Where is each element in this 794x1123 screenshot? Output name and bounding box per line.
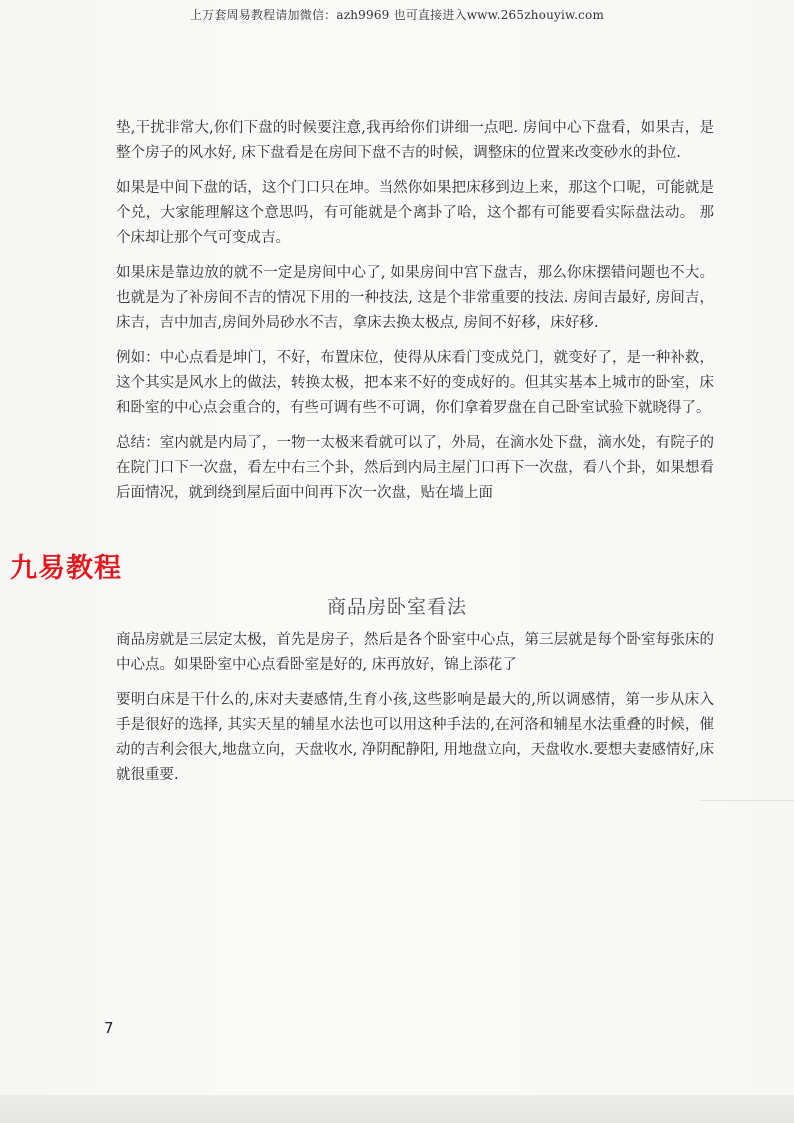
- paragraph-4: 例如：中心点看是坤门，不好，布置床位，使得从床看门变成兑门，就变好了，是一种补救，这个其实是风水上的做法，转换太极，把本来不好的变成好的。但其实基本上城市的卧室，床和卧室的中心点会重合的，有些可调有些不可调，你们拿着罗盘在自己卧室试验下就晓得了。: [116, 350, 714, 416]
- section-title: 商品房卧室看法: [326, 596, 467, 618]
- faint-divider: [700, 800, 794, 801]
- paragraph-2: 如果是中间下盘的话，这个门口只在坤。当然你如果把床移到边上来，那这个口呢，可能就是个兑，大家能理解这个意思吗，有可能就是个离卦了哈，这个都有可能要看实际盘法动。 那个床却让那个气可变成吉。: [116, 180, 714, 246]
- paragraph-7: 要明白床是干什么的,床对夫妻感情,生育小孩,这些影响是最大的,所以调感情，第一步从床入手是很好的选择, 其实天星的辅星水法也可以用这种手法的,在河洛和辅星水法重叠的时候，催动的吉利会很大,地盘立向，天盘收水, 净阴配静阳, 用地盘立向，天盘收水.要想夫妻感情好,床就很重要.: [116, 692, 714, 783]
- section-body-2: [116, 628, 714, 798]
- paragraph-1: 垫,干扰非常大,你们下盘的时候要注意,我再给你们讲细一点吧. 房间中心下盘看，如果吉，是整个房子的风水好, 床下盘看是在房间下盘不吉的时候，调整床的位置来改变砂水的卦位.: [116, 120, 714, 161]
- page-number: 7: [104, 1019, 114, 1037]
- header-watermark: 上万套周易教程请加微信：azh9969 也可直接进入www.265zhouyiw.com: [189, 8, 605, 22]
- paragraph-3: 如果床是靠边放的就不一定是房间中心了, 如果房间中宫下盘吉，那么你床摆错问题也不大。也就是为了补房间不吉的情况下用的一种技法, 这是个非常重要的技法. 房间吉最好, 房间吉，床吉，吉中加吉,房间外局砂水不吉，拿床去换太极点, 房间不好移，床好移.: [116, 265, 714, 331]
- paragraph-6: 商品房就是三层定太极，首先是房子，然后是各个卧室中心点，第三层就是每个卧室每张床的中心点。如果卧室中心点看卧室是好的, 床再放好，锦上添花了: [116, 632, 714, 673]
- paragraph-5: 总结：室内就是内局了，一物一太极来看就可以了，外局，在滴水处下盘，滴水处，有院子的在院门口下一次盘，看左中右三个卦，然后到内局主屋门口再下一次盘，看八个卦，如果想看后面情况，就到绕到屋后面中间再下次一次盘，贴在墙上面: [116, 435, 714, 501]
- side-watermark: 九易教程: [10, 553, 122, 584]
- page-bottom-edge: [0, 1095, 794, 1123]
- section-body-1: [116, 116, 714, 516]
